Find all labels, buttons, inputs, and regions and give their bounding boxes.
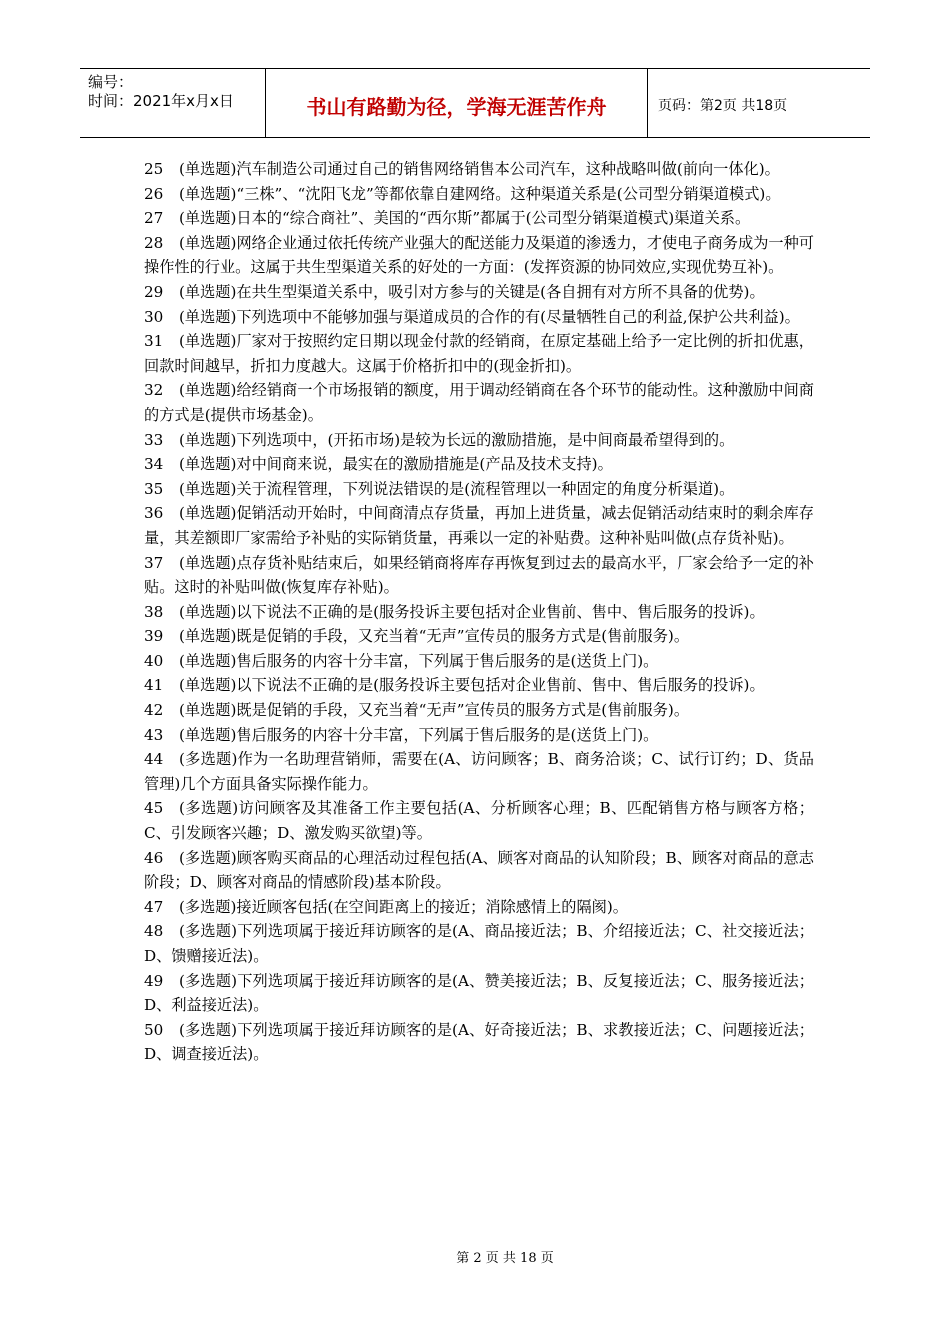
question-item [144,673,814,698]
question-text: (单选题)以下说法不正确的是(服务投诉主要包括对企业售前、售中、售后服务的投诉)。 [179,676,765,695]
question-text: (单选题)厂家对于按照约定日期以现金付款的经销商，在原定基础上给予一定比例的折扣优惠，回款时间越早，折扣力度越大。这属于价格折扣中的(现金折扣)。 [144,332,814,375]
question-text: (多选题)接近顾客包括(在空间距离上的接近；消除感情上的隔阂)。 [179,897,628,916]
header-meta [80,69,266,137]
question-text: (单选题)促销活动开始时，中间商清点存货量，再加上进货量，减去促销活动结束时的剩余库存量，其差额即厂家需给予补贴的实际销货量，再乘以一定的补贴费。这种补贴叫做(点存货补贴)。 [144,504,814,547]
question-text: (多选题)访问顾客及其准备工作主要包括(A、分析顾客心理；B、匹配销售方格与顾客方格；C、引发顾客兴趣；D、激发购买欲望)等。 [144,799,814,843]
question-number: 35 [144,479,164,498]
question-text: (单选题)点存货补贴结束后，如果经销商将库存再恢复到过去的最高水平，厂家会给予一定的补贴。这时的补贴叫做(恢复库存补贴)。 [144,553,814,597]
question-number: 49 [144,971,164,990]
question-number: 34 [144,455,164,474]
question-item [144,551,814,600]
question-item [144,698,814,723]
question-item [144,182,814,207]
document-number-label: 编号： [88,73,134,91]
question-item [144,280,814,305]
question-number: 33 [144,430,164,449]
question-number: 26 [144,184,164,203]
question-number: 37 [144,553,164,572]
question-number: 28 [144,233,164,252]
question-item [144,501,814,550]
question-number: 42 [144,701,164,720]
question-item [144,895,814,920]
question-text: (单选题)汽车制造公司通过自己的销售网络销售本公司汽车，这种战略叫做(前向一体化)。 [179,160,780,178]
question-number: 31 [144,332,164,351]
question-item [144,969,814,1018]
question-item [144,600,814,625]
question-item [144,477,814,502]
question-item [144,1018,814,1067]
document-time-label: 时间：2021年x月x日 [88,92,234,110]
question-number: 48 [144,922,164,941]
question-number: 39 [144,627,164,646]
question-number: 40 [144,651,164,670]
question-number: 43 [144,725,164,744]
question-item [144,157,814,182]
question-item [144,919,814,968]
question-list [144,157,814,1067]
question-text: (单选题)下列选项中，(开拓市场)是较为长远的激励措施，是中间商最希望得到的。 [179,430,735,449]
question-text: (多选题)下列选项属于接近拜访顾客的是(A、商品接近法；B、介绍接近法；C、社交接近法；D、馈赠接近法)。 [144,922,814,965]
question-number: 50 [144,1020,164,1039]
question-text: (单选题)给经销商一个市场报销的额度，用于调动经销商在各个环节的能动性。这种激励中间商的方式是(提供市场基金)。 [144,381,814,424]
question-item [144,378,814,427]
question-number: 25 [144,160,164,178]
header-motto: 书山有路勤为径，学海无涯苦作舟 [266,69,648,137]
question-text: (多选题)下列选项属于接近拜访顾客的是(A、赞美接近法；B、反复接近法；C、服务接近法；D、利益接近法)。 [144,971,814,1015]
question-item [144,649,814,674]
question-text: (单选题)在共生型渠道关系中，吸引对方参与的关键是(各自拥有对方所不具备的优势)。 [179,282,765,301]
question-text: (单选题)既是促销的手段，又充当着“无声”宣传员的服务方式是(售前服务)。 [179,701,690,720]
question-text: (单选题)售后服务的内容十分丰富，下列属于售后服务的是(送货上门)。 [179,651,659,670]
question-number: 27 [144,209,164,228]
question-text: (单选题)下列选项中不能够加强与渠道成员的合作的有(尽量牺牲自己的利益,保护公共利益)。 [179,307,800,326]
question-text: (多选题)下列选项属于接近拜访顾客的是(A、好奇接近法；B、求教接近法；C、问题接近法；D、调查接近法)。 [144,1020,814,1064]
question-number: 29 [144,282,164,301]
question-number: 36 [144,504,164,523]
question-item [144,428,814,453]
question-number: 44 [144,750,164,769]
question-item [144,452,814,477]
page-header [80,68,870,138]
question-item [144,747,814,796]
question-number: 46 [144,848,164,867]
page-footer: 第 2 页 共 18 页 [456,1251,554,1266]
question-number: 47 [144,897,164,916]
question-text: (单选题)关于流程管理，下列说法错误的是(流程管理以一种固定的角度分析渠道)。 [179,479,735,498]
question-item [144,846,814,895]
question-text: (单选题)日本的“综合商社”、美国的“西尔斯”都属于(公司型分销渠道模式)渠道关系。 [179,209,751,228]
question-text: (单选题)既是促销的手段，又充当着“无声”宣传员的服务方式是(售前服务)。 [179,627,690,646]
question-item [144,206,814,231]
question-number: 41 [144,676,164,695]
question-number: 32 [144,381,164,400]
question-text: (单选题)以下说法不正确的是(服务投诉主要包括对企业售前、售中、售后服务的投诉)。 [179,602,765,621]
header-page-info: 页码：第2页 共18页 [658,98,788,114]
question-item [144,624,814,649]
question-text: (多选题)顾客购买商品的心理活动过程包括(A、顾客对商品的认知阶段；B、顾客对商品的意志阶段；D、顾客对商品的情感阶段)基本阶段。 [144,848,814,892]
question-number: 30 [144,307,164,326]
question-text: (多选题)作为一名助理营销师，需要在(A、访问顾客；B、商务洽谈；C、试行订约；D、货品管理)几个方面具备实际操作能力。 [144,750,814,793]
question-item [144,723,814,748]
question-text: (单选题)对中间商来说，最实在的激励措施是(产品及技术支持)。 [179,455,613,474]
question-number: 38 [144,602,164,621]
question-item [144,796,814,845]
question-text: (单选题)“三株”、“沈阳飞龙”等都依靠自建网络。这种渠道关系是(公司型分销渠道模式)。 [179,184,781,203]
question-number: 45 [144,799,164,818]
question-text: (单选题)售后服务的内容十分丰富，下列属于售后服务的是(送货上门)。 [179,725,659,744]
question-text: (单选题)网络企业通过依托传统产业强大的配送能力及渠道的渗透力，才使电子商务成为一种可操作性的行业。这属于共生型渠道关系的好处的一方面：(发挥资源的协同效应,实现优势互补)。 [144,233,814,277]
question-item [144,329,814,378]
question-item [144,305,814,330]
question-item [144,231,814,280]
